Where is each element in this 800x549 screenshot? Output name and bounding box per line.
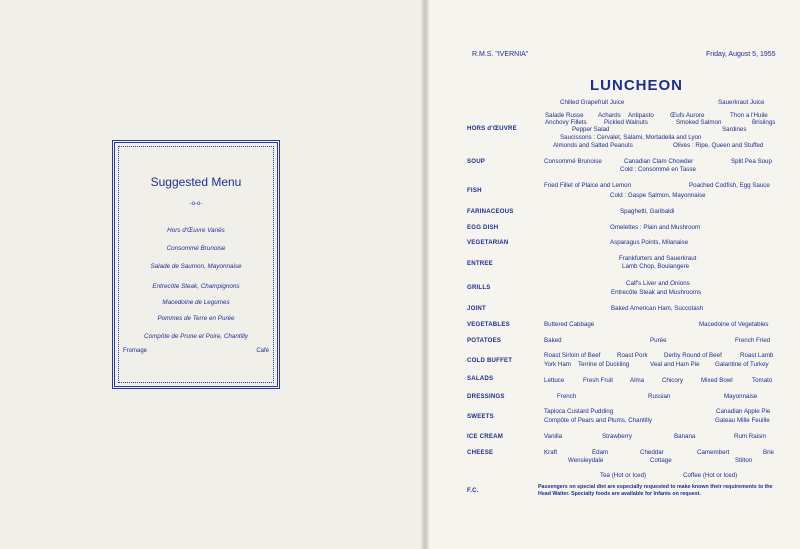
menu-item: Tapioca Custard Pudding (544, 408, 614, 415)
menu-item: Brislings (752, 119, 776, 126)
menu-item: Alma (630, 377, 645, 384)
menu-item: Strawberry (602, 433, 632, 440)
menu-item: Tomato (752, 377, 773, 384)
section-salads: SALADS (467, 375, 494, 382)
menu-item: French Fried (735, 337, 771, 344)
menu-item: Baked American Ham, Succotash (611, 305, 704, 312)
menu-item: Mayonnaise (724, 393, 758, 400)
menu-item: Compôte of Pears and Plums, Chantilly (544, 417, 652, 424)
menu-item: Terrine of Duckling (578, 361, 630, 368)
menu-item: Almonds and Salted Peanuts (553, 142, 633, 149)
menu-item: Pepper Salad (572, 126, 610, 133)
menu-item: Antipasto (628, 112, 654, 119)
luncheon-title: LUNCHEON (590, 77, 683, 94)
section-hors-doeuvre: HORS d'ŒUVRE (467, 125, 517, 132)
section-sweets: SWEETS (467, 413, 494, 420)
special-diet-note: Passengers on special diet are especially requested to make known their requirements to the Head Waiter. Specialty foods are available for Infants on request. (538, 484, 773, 497)
menu-item: Galantine of Turkey (715, 361, 769, 368)
menu-item: York Ham (544, 361, 571, 368)
suggested-item: Salade de Saumon, Mayonnaise (150, 263, 242, 270)
menu-item: Edam (592, 449, 609, 456)
menu-item: Stilton (735, 457, 753, 464)
menu-item: Chilled Grapefruit Juice (560, 99, 625, 106)
section-fish: FISH (467, 187, 482, 194)
menu-item: Rum Raisin (734, 433, 766, 440)
section-joint: JOINT (467, 305, 486, 312)
menu-item: Omelettes : Plain and Mushroom (610, 224, 701, 231)
menu-item: Frankfurters and Sauerkraut (619, 255, 697, 262)
menu-item: Veal and Ham Pie (650, 361, 700, 368)
menu-item: Russian (648, 393, 671, 400)
menu-item: Wensleydale (568, 457, 604, 464)
menu-item: Gateau Mille Feuille (715, 417, 770, 424)
menu-item: Cheddar (640, 449, 664, 456)
menu-item: Derby Round of Beef (664, 352, 722, 359)
menu-item: Smoked Salmon (676, 119, 722, 126)
menu-item: Camembert (697, 449, 730, 456)
menu-item: Achards (598, 112, 621, 119)
section-grills: GRILLS (467, 284, 491, 291)
menu-item: Spaghetti, Garibaldi (620, 208, 675, 215)
menu-item: Cold : Gaspe Salmon, Mayonnaise (610, 192, 706, 199)
suggested-fromage: Fromage (123, 348, 148, 354)
menu-item: Cottage (650, 457, 672, 464)
menu-item: Poached Codfish, Egg Sauce (689, 182, 770, 189)
menu-item: Entrecôte Steak and Mushrooms (611, 289, 702, 296)
menu-item: Lettuce (544, 377, 565, 384)
menu-item: Banana (674, 433, 696, 440)
menu-item: Œufs Aurore (670, 112, 705, 119)
suggested-item: Pommes de Terre en Purée (157, 315, 235, 322)
section-ice-cream: ICE CREAM (467, 433, 503, 440)
menu-item: Chicory (662, 377, 683, 384)
menu-item: Baked (544, 337, 562, 344)
ship-name: R.M.S. "IVERNIA" (472, 51, 529, 58)
menu-item: Lamb Chop, Boulangere (622, 263, 690, 270)
suggested-item: Entrecôte Steak, Champignons (152, 283, 240, 290)
menu-item: Vanilla (544, 433, 563, 440)
suggested-menu-separator: -o-o- (189, 201, 203, 207)
menu-item: Anchovy Fillets (545, 119, 587, 126)
menu-item: Split Pea Soup (731, 158, 772, 165)
suggested-item: Compôte de Prune et Poire, Chantilly (144, 333, 248, 340)
page-fold (421, 0, 429, 549)
menu-item: Sauerkraut Juice (718, 99, 765, 106)
menu-item: Consommé Brunoise (544, 158, 602, 165)
menu-item: Canadian Apple Pie (716, 408, 771, 415)
menu-item: Saucissons : Cervalet, Salami, Mortadella and Lyon (560, 134, 702, 141)
section-dressings: DRESSINGS (467, 393, 505, 400)
menu-item: Roast Sirloin of Beef (544, 352, 601, 359)
suggested-cafe: Café (256, 348, 269, 354)
section-fc: F.C. (467, 487, 479, 494)
section-potatoes: POTATOES (467, 337, 502, 344)
menu-item: Brie (763, 449, 775, 456)
menu-item: Canadian Clam Chowder (624, 158, 694, 165)
section-vegetables: VEGETABLES (467, 321, 510, 328)
menu-item: Mixed Bowl (701, 377, 733, 384)
menu-item: Thon a l'Huile (730, 112, 768, 119)
menu-item: Salade Russe (545, 112, 584, 119)
menu-item: Asparagus Points, Milanaise (610, 239, 689, 246)
menu-item: Sardines (722, 126, 747, 133)
menu-item: Purée (650, 337, 667, 344)
suggested-item: Hors d'Œuvre Variés (167, 227, 225, 234)
menu-item: French (557, 393, 577, 400)
menu-item: Pickled Walnuts (604, 119, 648, 126)
section-cold-buffet: COLD BUFFET (467, 357, 513, 364)
suggested-item: Consommé Brunoise (166, 245, 226, 252)
menu-item: Roast Pork (617, 352, 648, 359)
menu-item: Cold : Consommé en Tasse (620, 166, 696, 173)
section-entree: ENTREE (467, 260, 493, 267)
section-farinaceous: FARINACEOUS (467, 208, 514, 215)
section-cheese: CHEESE (467, 449, 494, 456)
section-vegetarian: VEGETARIAN (467, 239, 509, 246)
section-egg-dish: EGG DISH (467, 224, 499, 231)
menu-item: Calf's Liver and Onions (626, 280, 690, 287)
menu-item: Fresh Fruit (583, 377, 613, 384)
menu-item: Fried Fillet of Plaice and Lemon (544, 182, 632, 189)
menu-item: Olives : Ripe, Queen and Stuffed (673, 142, 764, 149)
suggested-menu-frame (112, 140, 280, 389)
suggested-menu-title: Suggested Menu (150, 175, 242, 189)
section-soup: SOUP (467, 158, 486, 165)
menu-item: Roast Lamb (740, 352, 774, 359)
suggested-item: Macedoine de Legumes (162, 299, 230, 306)
menu-item: Buttered Cabbage (544, 321, 595, 328)
menu-date: Friday, August 5, 1955 (706, 51, 776, 58)
menu-item: Kraft (544, 449, 558, 456)
menu-item: Coffee (Hot or Iced) (683, 472, 738, 479)
menu-item: Macedoine of Vegetables (699, 321, 769, 328)
menu-item: Tea (Hot or Iced) (600, 472, 647, 479)
